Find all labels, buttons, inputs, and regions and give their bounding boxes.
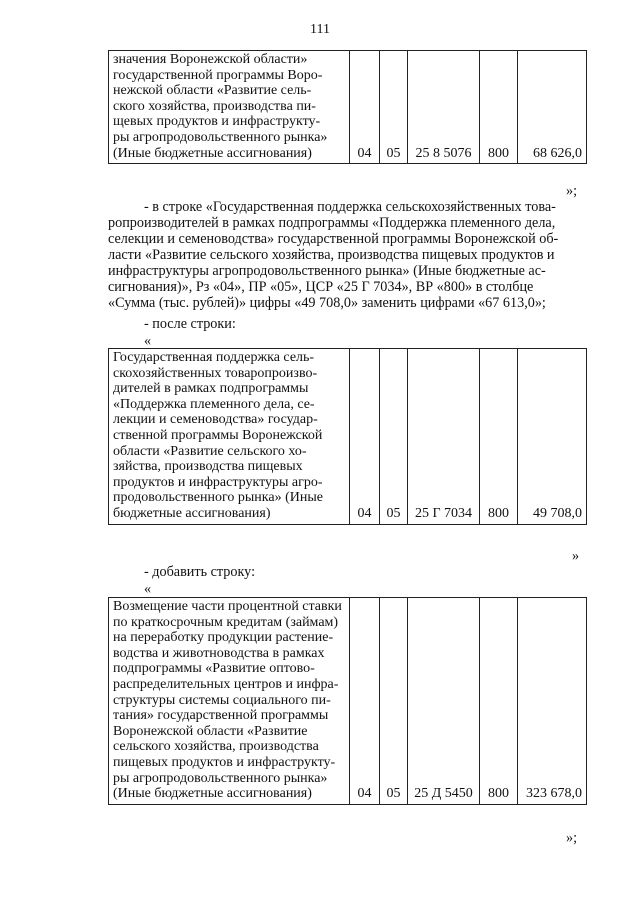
- csr-cell: 25 Г 7034: [408, 349, 480, 525]
- row-name-line: Воронежской области «Развитие: [113, 723, 308, 739]
- row-name-line: ского хозяйства, производства пи-: [113, 98, 316, 114]
- opening-quote: «: [144, 581, 152, 597]
- row-name-cell: [109, 349, 350, 525]
- opening-quote: «: [144, 333, 152, 349]
- row-name-line: ры агропродовольственного рынка»: [113, 770, 328, 786]
- row-name-line: лекции и семеноводства» государ-: [113, 412, 318, 428]
- row-name-line: дителей в рамках подпрограммы: [113, 381, 309, 397]
- closing-quote: »: [572, 548, 580, 564]
- row-name-line: значения Воронежской области»: [113, 52, 308, 67]
- row-name-line: структуры системы социального пи-: [113, 692, 331, 708]
- closing-quote: »;: [566, 183, 578, 199]
- budget-table-3: [108, 597, 587, 805]
- row-name-line: сельского хозяйства, производства: [113, 739, 319, 755]
- csr-cell: 25 Д 5450: [408, 598, 480, 805]
- row-name-cell: [109, 51, 350, 164]
- row-name-line: (Иные бюджетные ассигнования): [113, 145, 312, 161]
- row-name-line: на переработку продукции растение-: [113, 630, 334, 646]
- after-row-label: - после строки:: [144, 316, 236, 332]
- row-name-line: зяйства, производства пищевых: [113, 459, 303, 475]
- sum-cell: 49 708,0: [518, 349, 587, 525]
- row-name-line: (Иные бюджетные ассигнования): [113, 786, 312, 802]
- paragraph-line: ропроизводителей в рамках подпрограммы «Поддержка племенного дела,: [108, 215, 556, 231]
- row-name-line: области «Развитие сельского хо-: [113, 443, 307, 459]
- pr-cell: 05: [380, 51, 408, 164]
- sum-cell: 68 626,0: [518, 51, 587, 164]
- row-name-line: ственной программы Воронежской: [113, 427, 323, 443]
- budget-table-1: [108, 50, 587, 164]
- paragraph-line: селекции и семеноводства» государственной программы Воронежской об-: [108, 231, 559, 247]
- paragraph-line: ласти «Развитие сельского хозяйства, производства пищевых продуктов и: [108, 247, 555, 263]
- row-name-line: продовольственного рынка» (Иные: [113, 490, 323, 506]
- row-name-line: Государственная поддержка сель-: [113, 350, 315, 365]
- closing-quote: »;: [566, 830, 578, 846]
- rz-cell: 04: [350, 51, 380, 164]
- row-name-line: государственной программы Воро-: [113, 67, 323, 83]
- sum-cell: 323 678,0: [518, 598, 587, 805]
- pr-cell: 05: [380, 349, 408, 525]
- row-name-line: бюджетные ассигнования): [113, 505, 271, 521]
- row-name-line: продуктов и инфраструктуры агро-: [113, 474, 323, 490]
- budget-table-2: [108, 348, 587, 525]
- row-name-line: водства и животноводства в рамках: [113, 645, 325, 661]
- paragraph-line: сигнования)», Рз «04», ПР «05», ЦСР «25 Г 7034», ВР «800» в столбце: [108, 279, 534, 295]
- vr-cell: 800: [480, 598, 518, 805]
- add-row-label: - добавить строку:: [144, 564, 256, 580]
- row-name-line: тания» государственной программы: [113, 708, 329, 724]
- row-name-line: Возмещение части процентной ставки: [113, 599, 342, 614]
- rz-cell: 04: [350, 598, 380, 805]
- page-number: 111: [310, 22, 330, 37]
- row-name-line: скохозяйственных товаропроизво-: [113, 365, 318, 381]
- row-name-line: по краткосрочным кредитам (займам): [113, 614, 339, 630]
- row-name-line: щевых продуктов и инфраструкту-: [113, 114, 321, 130]
- vr-cell: 800: [480, 51, 518, 164]
- amendment-paragraph: [108, 199, 586, 311]
- rz-cell: 04: [350, 349, 380, 525]
- table-row: [109, 51, 587, 164]
- paragraph-line: «Сумма (тыс. рублей)» цифры «49 708,0» заменить цифрами «67 613,0»;: [108, 295, 546, 311]
- row-name-line: подпрограммы «Развитие оптово-: [113, 661, 315, 677]
- table-row: [109, 598, 587, 805]
- table-row: [109, 349, 587, 525]
- row-name-line: пищевых продуктов и инфраструкту-: [113, 754, 336, 770]
- vr-cell: 800: [480, 349, 518, 525]
- paragraph-line: - в строке «Государственная поддержка сельскохозяйственных това-: [144, 199, 556, 215]
- row-name-line: «Поддержка племенного дела, се-: [113, 396, 315, 412]
- row-name-line: нежской области «Развитие сель-: [113, 83, 312, 99]
- pr-cell: 05: [380, 598, 408, 805]
- row-name-cell: [109, 598, 350, 805]
- row-name-line: распределительных центров и инфра-: [113, 676, 339, 692]
- paragraph-line: инфраструктуры агропродовольственного рынка» (Иные бюджетные ас-: [108, 263, 546, 279]
- csr-cell: 25 8 5076: [408, 51, 480, 164]
- row-name-line: ры агропродовольственного рынка»: [113, 129, 328, 145]
